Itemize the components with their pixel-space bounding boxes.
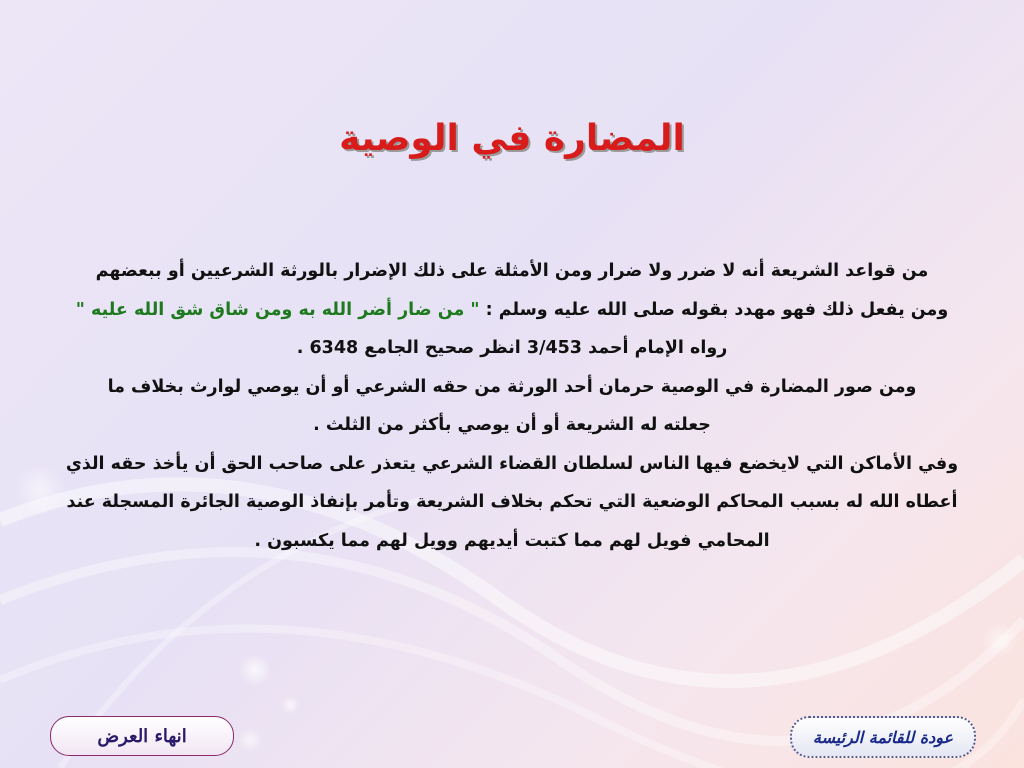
body-line-7: أعطاه الله له بسبب المحاكم الوضعية التي تحكم بخلاف الشريعة وتأمر بإنفاذ الوصية الجائرة المسجلة عند: [66, 492, 958, 512]
body-line-2: [32, 291, 992, 330]
end-show-label: انهاء العرض: [97, 725, 187, 747]
back-to-menu-button[interactable]: [790, 716, 976, 758]
body-line-1: من قواعد الشريعة أنه لا ضرر ولا ضرار ومن الأمثلة على ذلك الإضرار بالورثة الشرعيين أو ببعضهم: [95, 261, 929, 281]
hadith-quote: " من ضار أضر الله به ومن شاق شق الله عليه ": [75, 299, 480, 320]
body-line-5: جعلته له الشريعة أو أن يوصي بأكثر من الثلث .: [313, 415, 711, 435]
slide-body: [32, 252, 992, 560]
body-line-2-text: ومن يفعل ذلك فهو مهدد بقوله صلى الله عليه وسلم :: [479, 299, 949, 320]
end-show-button[interactable]: [50, 716, 234, 756]
body-line-8: المحامي فويل لهم مما كتبت أيديهم وويل لهم مما يكسبون .: [254, 530, 770, 551]
body-line-6: وفي الأماكن التي لايخضع فيها الناس لسلطان القضاء الشرعي يتعذر على صاحب الحق أن يأخذ حقه الذي: [65, 453, 959, 474]
body-line-3: رواه الإمام أحمد 3/453 انظر صحيح الجامع 6348 .: [296, 338, 728, 358]
back-to-menu-label: عودة للقائمة الرئيسة: [812, 727, 954, 747]
slide-title: المضارة في الوصية: [339, 118, 685, 159]
body-line-4: ومن صور المضارة في الوصية حرمان أحد الورثة من حقه الشرعي أو أن يوصي لوارث بخلاف ما: [107, 376, 917, 397]
